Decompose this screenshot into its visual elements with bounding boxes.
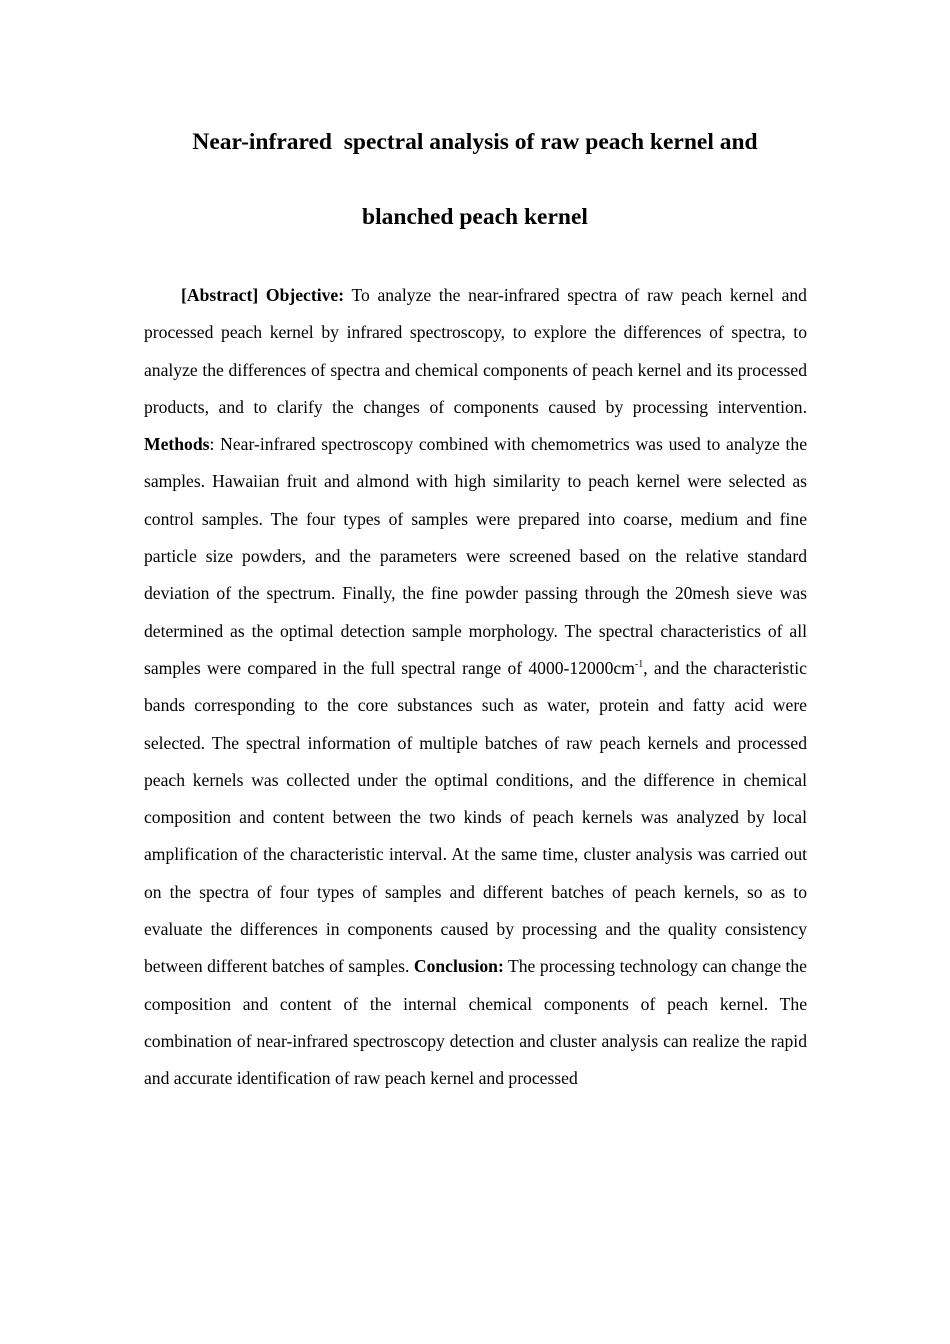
objective-text: To analyze the near-infrared spectra of raw peach kernel and processed peach kernel by infrared spectroscopy, to explore the differences of spectra, to analyze the differences of spectra and chemical components of peach kernel and its processed products, and to clarify the changes of components caused by processing intervention. [144,285,807,417]
abstract-label: [Abstract] [181,285,259,305]
paper-title-line-1: Near-infrared spectral analysis of raw peach kernel and [192,129,758,155]
methods-text-b: , and the characteristic bands corresponding to the core substances such as water, protein and fatty acid were selected. The spectral information of multiple batches of raw peach kernels and processed peach kernels was collected under the optimal conditions, and the difference in chemical composition and content between the two kinds of peach kernels was analyzed by local amplification of the characteristic interval. At the same time, cluster analysis was carried out on the spectra of four types of samples and different batches of peach kernels, so as to evaluate the differences in components caused by processing and the quality consistency between different batches of samples. [144,657,807,977]
objective-label: Objective: [265,285,345,305]
abstract-paragraph [144,277,807,1098]
methods-text-a: : Near-infrared spectroscopy combined with chemometrics was used to analyze the samples. Hawaiian fruit and almond with high similarity to peach kernel were selected as control samples. The four types of samples were prepared into coarse, medium and fine particle size powders, and the parameters were screened based on the relative standard deviation of the spectrum. Finally, the fine powder passing through the 20mesh sieve was determined as the optimal detection sample morphology. The spectral characteristics of all samples were compared in the full spectral range of 4000-12000cm [144,434,807,678]
conclusion-label: Conclusion: [413,956,504,977]
methods-label: Methods [144,434,210,455]
conclusion-text: The processing technology can change the composition and content of the internal chemical components of peach kernel. The combination of near-infrared spectroscopy detection and cluster analysis can realize the rapid and accurate identification of raw peach kernel and processed [144,956,807,1089]
paper-title-line-2: blanched peach kernel [362,204,588,230]
wavenumber-exponent: -1 [634,659,644,671]
